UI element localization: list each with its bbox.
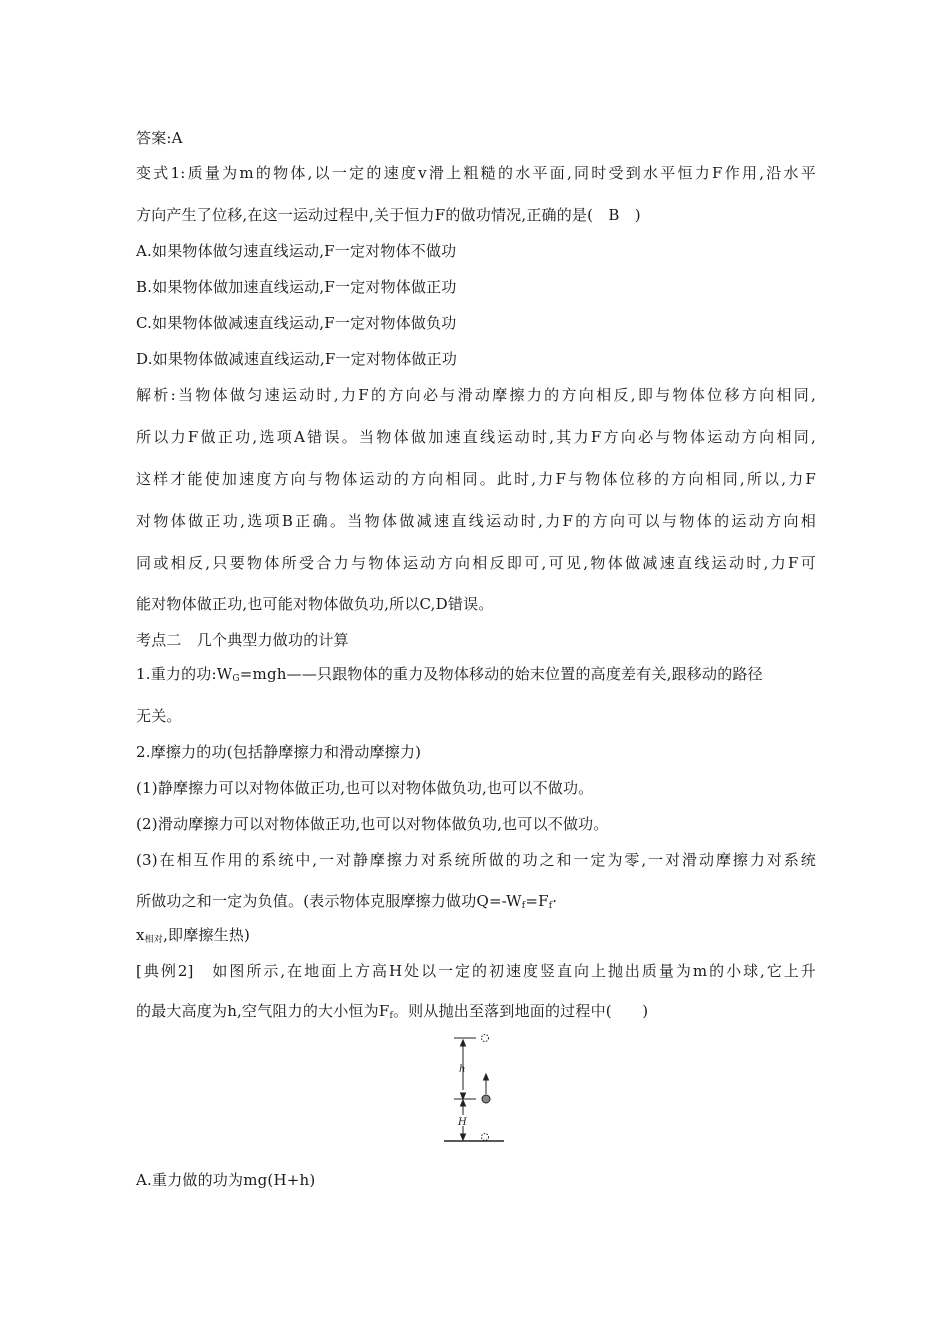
friction-item-3-line3 bbox=[136, 925, 826, 950]
H-arrow-down bbox=[461, 1134, 466, 1140]
gravity-work-line2: 无关。 bbox=[136, 707, 182, 725]
analysis-line-5: 同或相反,只要物体所受合力与物体运动方向相反即可,可见,物体做减速直线运动时,力F可 bbox=[136, 554, 816, 572]
friction-item-3-line1: (3)在相互作用的系统中,一对静摩擦力对系统所做的功之和一定为零,一对滑动摩擦力对系统 bbox=[136, 851, 816, 869]
friction-sub-2: f bbox=[548, 901, 553, 911]
top-dashed-ball bbox=[482, 1035, 489, 1042]
analysis-line-1: 解析:当物体做匀速运动时,力F的方向必与滑动摩擦力的方向相反,即与物体位移方向相同, bbox=[136, 386, 816, 404]
analysis-line-2: 所以力F做正功,选项A错误。当物体做加速直线运动时,其力F方向必与物体运动方向相同, bbox=[136, 428, 816, 446]
variant1-stem-line2: 方向产生了位移,在这一运动过程中,关于恒力F的做功情况,正确的是( B ) bbox=[136, 206, 641, 224]
section-heading: 考点二 几个典型力做功的计算 bbox=[136, 631, 349, 649]
H-arrow-up bbox=[461, 1100, 466, 1106]
example2-line2-post: 。则从抛出至落到地面的过程中( ) bbox=[392, 1002, 649, 1020]
projectile-figure bbox=[438, 1030, 510, 1148]
friction-line3-x: x bbox=[136, 926, 145, 944]
variant1-option-d: D.如果物体做减速直线运动,F一定对物体做正功 bbox=[136, 350, 458, 368]
variant1-option-a: A.如果物体做匀速直线运动,F一定对物体不做功 bbox=[136, 242, 457, 260]
bottom-dashed-ball bbox=[482, 1134, 489, 1141]
friction-line2-pre: 所做功之和一定为负值。(表示物体克服摩擦力做功Q=-W bbox=[136, 892, 522, 910]
velocity-arrowhead bbox=[484, 1074, 489, 1080]
label-H: H bbox=[458, 1117, 467, 1128]
friction-line3-post: ,即摩擦生热) bbox=[163, 926, 251, 944]
ball bbox=[482, 1095, 490, 1103]
gravity-work-line1 bbox=[136, 664, 826, 689]
friction-line3-sub: 相对 bbox=[144, 935, 164, 945]
analysis-line-3: 这样才能使加速度方向与物体运动的方向相同。此时,力F与物体位移的方向相同,所以,力F bbox=[136, 470, 816, 488]
friction-title: 2.摩擦力的功(包括静摩擦力和滑动摩擦力) bbox=[136, 743, 422, 761]
h-arrow-up bbox=[461, 1040, 466, 1046]
variant1-option-c: C.如果物体做减速直线运动,F一定对物体做负功 bbox=[136, 314, 457, 332]
friction-item-3-line2 bbox=[136, 891, 826, 916]
label-h: h bbox=[459, 1064, 466, 1075]
example2-line2 bbox=[136, 1001, 826, 1026]
analysis-line-4: 对物体做正功,选项B正确。当物体做减速直线运动时,力F的方向可以与物体的运动方向相 bbox=[136, 512, 816, 530]
variant1-option-b: B.如果物体做加速直线运动,F一定对物体做正功 bbox=[136, 278, 457, 296]
example2-option-a: A.重力做的功为mg(H+h) bbox=[136, 1171, 316, 1189]
gravity-subscript: G bbox=[232, 674, 240, 684]
analysis-line-6: 能对物体做正功,也可能对物体做负功,所以C,D错误。 bbox=[136, 595, 494, 613]
friction-item-2: (2)滑动摩擦力可以对物体做正功,也可以对物体做负功,也可以不做功。 bbox=[136, 815, 609, 833]
gravity-text-post: =mgh——只跟物体的重力及物体移动的始末位置的高度差有关,跟移动的路径 bbox=[239, 665, 763, 683]
h-arrow-down bbox=[461, 1093, 466, 1099]
friction-line2-dot: · bbox=[552, 892, 558, 910]
friction-item-1: (1)静摩擦力可以对物体做正功,也可以对物体做负功,也可以不做功。 bbox=[136, 779, 594, 797]
friction-sub-1: f bbox=[521, 901, 526, 911]
variant1-stem-line1: 变式1:质量为m的物体,以一定的速度v滑上粗糙的水平面,同时受到水平恒力F作用,沿水平 bbox=[136, 164, 816, 182]
example2-line2-pre: 的最大高度为h,空气阻力的大小恒为F bbox=[136, 1002, 390, 1020]
gravity-text-pre: 1.重力的功:W bbox=[136, 665, 233, 683]
answer-line: 答案:A bbox=[136, 129, 183, 147]
example2-line1: [典例2] 如图所示,在地面上方高H处以一定的初速度竖直向上抛出质量为m的小球,它上升 bbox=[136, 962, 816, 980]
friction-line2-mid: =F bbox=[525, 892, 549, 910]
example2-line2-sub: f bbox=[389, 1011, 393, 1021]
